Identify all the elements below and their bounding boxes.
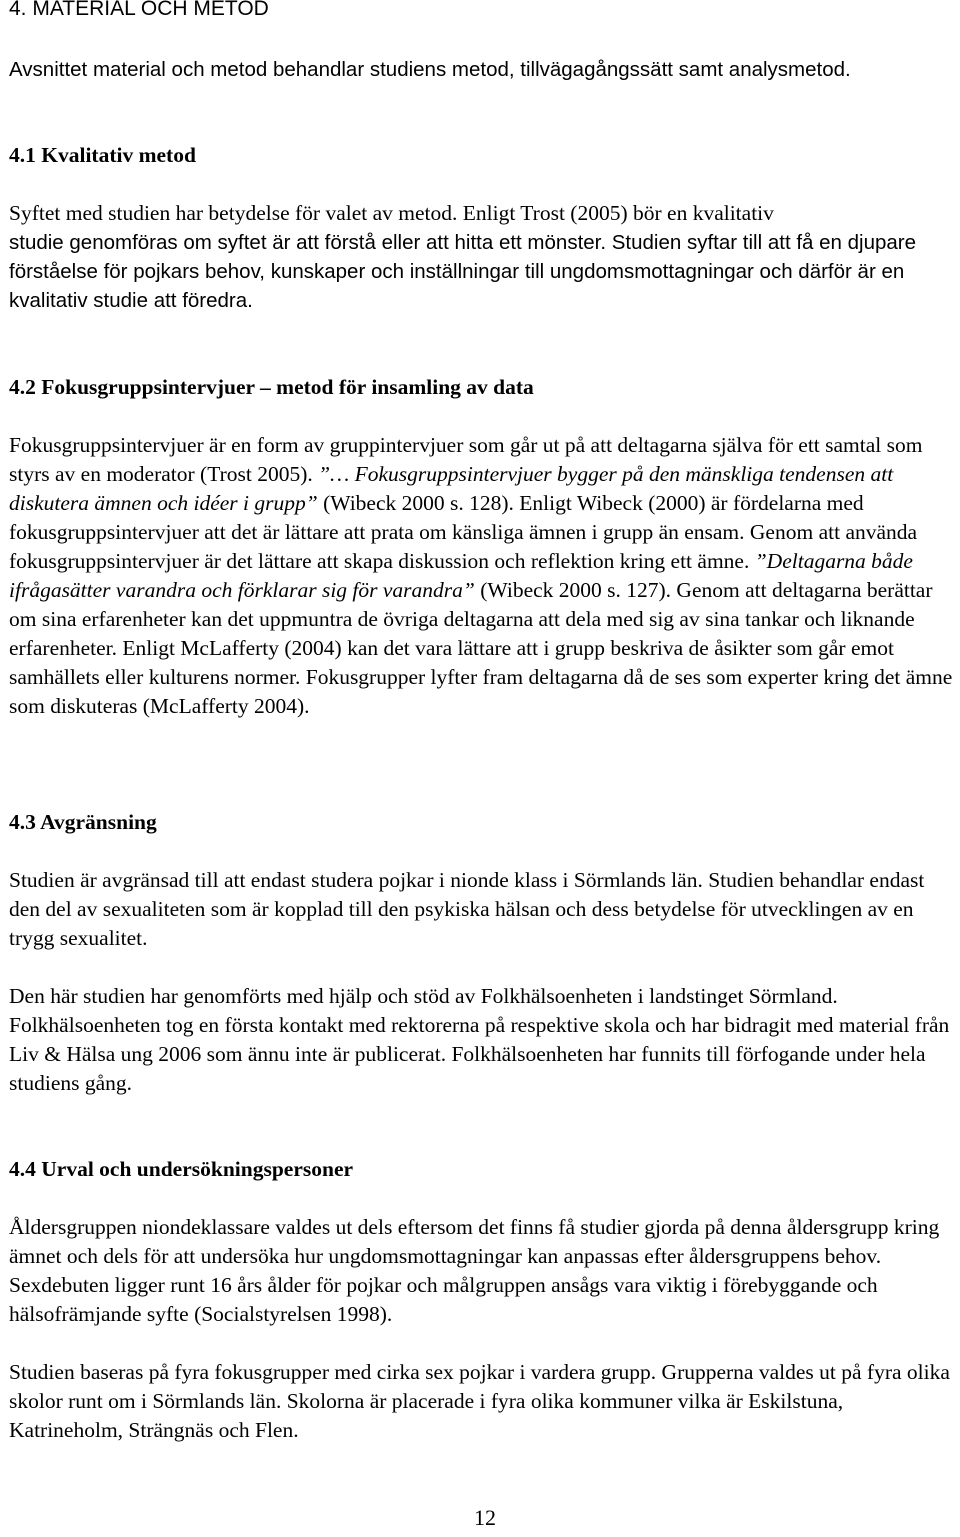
wibeck-quote-1: ”… Fokusgruppsintervjuer bygger på den mänskliga tendensen att diskutera ämnen och idéer i grupp” xyxy=(9,462,894,515)
section-4-1-line1: Syftet med studien har betydelse för valet av metod. Enligt Trost (2005) bör en kvalitativ xyxy=(9,201,774,225)
section-4-4-paragraph-1: Åldersgruppen niondeklassare valdes ut dels eftersom det finns få studier gjorda på denna åldersgrupp kring ämnet och dels för att undersöka hur ungdomsmottagningar kan anpassas efter åldersgruppens behov. Sexdebuten ligger runt 16 års ålder för pojkar och målgruppen ansågs vara viktig i förebyggande och hälsofrämjande syfte (Socialstyrelsen 1998). xyxy=(9,1215,940,1326)
section-4-2-text-2: (Wibeck 2000 s. 128). Enligt Wibeck (2000) är fördelarna med fokusgruppsintervjuer att det är lättare att prata om känsliga ämnen i grupp än ensam. Genom att använda fokusgruppsintervjuer är det lättare att skapa diskussion och reflektion kring ett ämne. xyxy=(9,491,918,573)
section-4-2-paragraph xyxy=(9,431,959,721)
section-heading-4-4: 4.4 Urval och undersökningspersoner xyxy=(9,1157,354,1181)
section-heading-4-3: 4.3 Avgränsning xyxy=(9,810,157,834)
chapter-intro: Avsnittet material och metod behandlar studiens metod, tillvägagångssätt samt analysmetod. xyxy=(9,58,851,81)
section-4-1-rest: Studien syftar till att få en djupare förståelse för pojkars behov, kunskaper och inställningar till ungdomsmottagningar och därför är en kvalitativ studie att föredra. xyxy=(9,231,917,312)
chapter-heading: 4. MATERIAL OCH METOD xyxy=(9,0,269,20)
section-4-1-body xyxy=(9,228,959,315)
section-4-3-paragraph-1: Studien är avgränsad till att endast studera pojkar i nionde klass i Sörmlands län. Studien behandlar endast den del av sexualiteten som är kopplad till den psykiska hälsan och dess betydelse för utvecklingen av en trygg sexualitet. xyxy=(9,868,925,950)
page-number: 12 xyxy=(474,1505,496,1530)
wibeck-quote-2: ”Deltagarna både ifrågasätter varandra och förklarar sig för varandra” xyxy=(9,549,913,602)
section-4-2-text-1: Fokusgruppsintervjuer är en form av gruppintervjuer som går ut på att deltagarna själva för ett samtal som styrs av en moderator (Trost 2005). xyxy=(9,433,923,486)
section-4-4-paragraph-2: Studien baseras på fyra fokusgrupper med cirka sex pojkar i vardera grupp. Grupperna valdes ut på fyra olika skolor runt om i Sörmlands län. Skolorna är placerade i fyra olika kommuner vilka är Eskilstuna, Katrineholm, Strängnäs och Flen. xyxy=(9,1360,950,1442)
section-heading-4-2: 4.2 Fokusgruppsintervjuer – metod för insamling av data xyxy=(9,375,534,399)
section-heading-4-1: 4.1 Kvalitativ metod xyxy=(9,143,196,167)
section-4-3-paragraph-2: Den här studien har genomförts med hjälp och stöd av Folkhälsoenheten i landstinget Sörmland. Folkhälsoenheten tog en första kontakt med rektorerna på respektive skola och har bidragit med material från Liv & Hälsa ung 2006 som ännu inte är publicerat. Folkhälsoenheten har funnits till förfogande under hela studiens gång. xyxy=(9,984,950,1095)
section-4-1-line2: studie genomföras om syftet är att förstå eller att hitta ett mönster. xyxy=(9,231,607,254)
section-4-1-paragraph xyxy=(9,199,959,315)
section-4-2-text-3: (Wibeck 2000 s. 127). Genom att deltagarna berättar om sina erfarenheter kan det uppmuntra de övriga deltagarna att dela med sig av sina tankar och liknande erfarenheter. Enligt McLafferty (2004) kan det vara lättare att i grupp beskriva de åsikter som går emot samhällets eller kulturens normer. Fokusgrupper lyfter fram deltagarna då de ses som experter kring det ämne som diskuteras (McLafferty 2004). xyxy=(9,578,953,718)
